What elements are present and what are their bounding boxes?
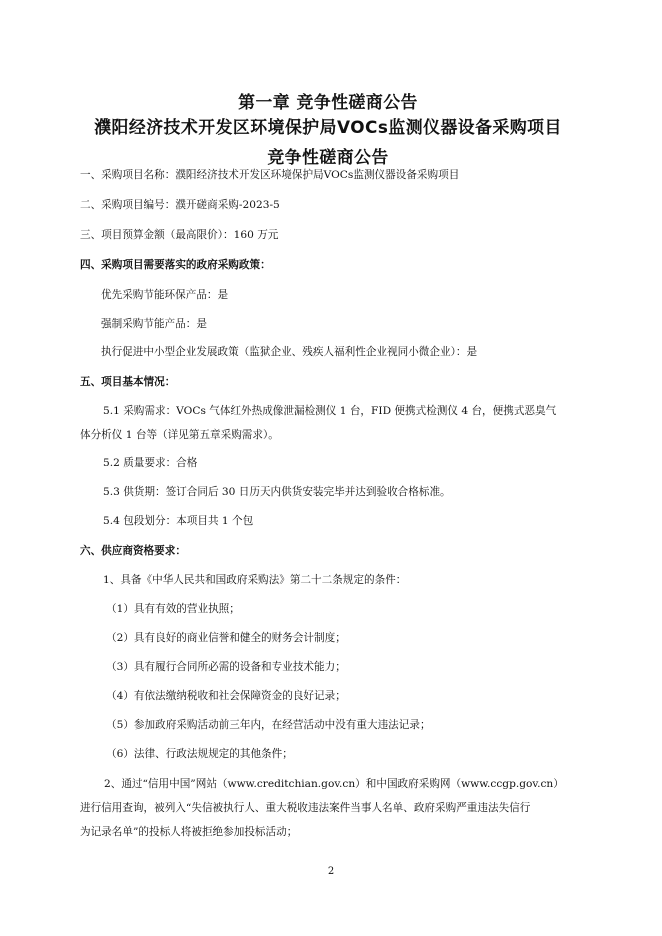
chapter-title: 第一章 竞争性磋商公告: [238, 93, 418, 113]
law-intro-line: 1、具备《中华人民共和国政府采购法》第二十二条规定的条件：: [103, 574, 407, 586]
condition-item: （3）具有履行合同所必需的设备和专业技术能力；: [106, 661, 346, 673]
qualifications-heading: 六、供应商资格要求：: [80, 545, 186, 557]
policy-item: 强制采购节能产品：是: [101, 318, 207, 330]
policy-item: 执行促进中小型企业发展政策（监狱企业、残疾人福利性企业视同小微企业）：是: [101, 346, 478, 358]
demand-line: 5.1 采购需求：VOCs 气体红外热成像泄漏检测仪 1 台，FID 便携式检测仪 4 台，便携式恶臭气: [103, 405, 557, 417]
credit-check-line-continued: 进行信用查询，被列入“失信被执行人、重大税收违法案件当事人名单、政府采购严重违法失信行: [80, 802, 531, 814]
budget-line: 三、项目预算金额（最高限价）：160 万元: [80, 229, 279, 241]
policy-heading: 四、采购项目需要落实的政府采购政策：: [80, 259, 271, 271]
condition-item: （2）具有良好的商业信誉和健全的财务会计制度；: [106, 632, 346, 644]
condition-item: （4）有依法缴纳税收和社会保障资金的良好记录；: [106, 690, 346, 702]
condition-item: （6）法律、行政法规规定的其他条件；: [106, 748, 293, 760]
project-title: 濮阳经济技术开发区环境保护局VOCs监测仪器设备采购项目: [94, 118, 562, 138]
condition-item: （5）参加政府采购活动前三年内，在经营活动中没有重大违法记录；: [106, 719, 431, 731]
condition-item: （1）具有有效的营业执照；: [106, 603, 240, 615]
announcement-title: 竞争性磋商公告: [267, 148, 389, 168]
delivery-line: 5.3 供货期：签订合同后 30 日历天内供货安装完毕并达到验收合格标准。: [103, 486, 451, 498]
quality-line: 5.2 质量要求：合格: [103, 457, 198, 469]
policy-item: 优先采购节能环保产品：是: [101, 289, 229, 301]
page-number: 2: [327, 866, 335, 877]
project-basics-heading: 五、项目基本情况：: [80, 376, 176, 388]
credit-check-line-end: 为记录名单”的投标人将被拒绝参加投标活动；: [80, 826, 298, 838]
lots-line: 5.4 包段划分：本项目共 1 个包: [103, 515, 254, 527]
credit-check-line: 2、通过“信用中国”网站（www.creditchian.gov.cn）和中国政府采购网（www.ccgp.gov.cn）: [104, 778, 564, 790]
project-name-line: 一、采购项目名称：濮阳经济技术开发区环境保护局VOCs监测仪器设备采购项目: [80, 169, 460, 181]
demand-line-continued: 体分析仪 1 台等（详见第五章采购需求）。: [80, 429, 279, 441]
project-number-line: 二、采购项目编号：濮开磋商采购-2023-5: [80, 199, 280, 211]
